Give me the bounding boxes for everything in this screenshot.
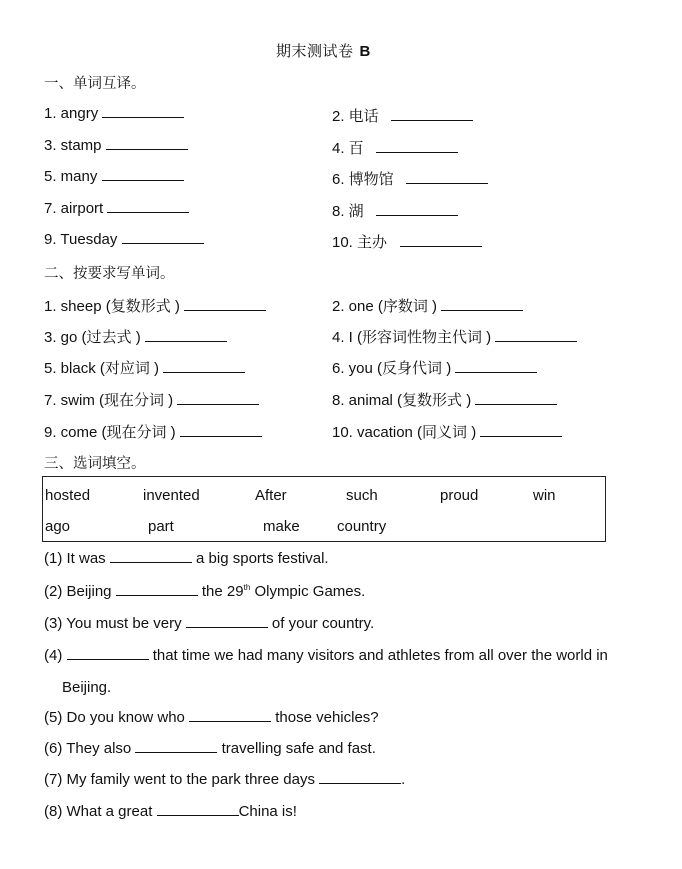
answer-blank[interactable] xyxy=(163,371,245,373)
answer-blank[interactable] xyxy=(157,814,239,816)
s1-item-4: 4. 百 xyxy=(332,137,458,158)
word-bank xyxy=(42,476,606,542)
answer-blank[interactable] xyxy=(102,179,184,181)
word-bank-item: make xyxy=(263,518,300,535)
s1-item-5: 5. many xyxy=(44,168,184,185)
s1-item-6: 6. 博物馆 xyxy=(332,168,488,189)
sentence-7: (7) My family went to the park three days . xyxy=(44,771,406,788)
sentence-8: (8) What a great China is! xyxy=(44,803,297,820)
answer-blank[interactable] xyxy=(189,720,271,722)
word-bank-item: country xyxy=(337,518,387,535)
answer-blank[interactable] xyxy=(186,626,268,628)
word-bank-item: ago xyxy=(45,518,71,535)
answer-blank[interactable] xyxy=(441,309,523,311)
answer-blank[interactable] xyxy=(184,309,266,311)
answer-blank[interactable] xyxy=(135,751,217,753)
s1-item-7: 7. airport xyxy=(44,200,189,217)
answer-blank[interactable] xyxy=(116,594,198,596)
answer-blank[interactable] xyxy=(376,214,458,216)
s1-item-9: 9. Tuesday xyxy=(44,231,204,248)
sentence-3: (3) You must be very of your country. xyxy=(44,615,375,632)
s2-item-2: 2. one (序数词 ) xyxy=(332,295,523,316)
word-bank-item: win xyxy=(533,487,556,504)
title-text: 期末测试卷 xyxy=(276,42,354,60)
sentence-1: (1) It was a big sports festival. xyxy=(44,550,329,567)
s2-item-7: 7. swim (现在分词 ) xyxy=(44,389,259,410)
answer-blank[interactable] xyxy=(475,403,557,405)
answer-blank[interactable] xyxy=(107,211,189,213)
s2-item-4: 4. I (形容词性物主代词 ) xyxy=(332,326,577,347)
s2-item-1: 1. sheep (复数形式 ) xyxy=(44,295,266,316)
section3-heading: 三、选词填空。 xyxy=(44,456,146,472)
answer-blank[interactable] xyxy=(406,182,488,184)
word-bank-item: invented xyxy=(143,487,200,504)
answer-blank[interactable] xyxy=(177,403,259,405)
sentence-4: (4) that time we had many visitors and athletes from all over the world in xyxy=(44,647,608,664)
title-letter: B xyxy=(359,43,371,60)
page-title xyxy=(276,40,371,61)
sentence-6: (6) They also travelling safe and fast. xyxy=(44,740,376,757)
answer-blank[interactable] xyxy=(122,242,204,244)
s1-item-8: 8. 湖 xyxy=(332,200,458,221)
answer-blank[interactable] xyxy=(180,435,262,437)
s2-item-6: 6. you (反身代词 ) xyxy=(332,357,537,378)
s1-item-3: 3. stamp xyxy=(44,137,188,154)
answer-blank[interactable] xyxy=(455,371,537,373)
section1-heading: 一、单词互译。 xyxy=(44,76,146,92)
word-bank-item: hosted xyxy=(45,487,91,504)
answer-blank[interactable] xyxy=(106,148,188,150)
sentence-5: (5) Do you know who those vehicles? xyxy=(44,709,379,726)
sentence-2: (2) Beijing the 29th Olympic Games. xyxy=(44,583,366,600)
s2-item-3: 3. go (过去式 ) xyxy=(44,326,227,347)
sentence-4-continued: Beijing. xyxy=(62,679,112,696)
word-bank-item: part xyxy=(148,518,174,535)
s2-item-8: 8. animal (复数形式 ) xyxy=(332,389,557,410)
answer-blank[interactable] xyxy=(376,151,458,153)
section2-heading: 二、按要求写单词。 xyxy=(44,266,175,282)
word-bank-item: proud xyxy=(440,487,479,504)
s1-item-10: 10. 主办 xyxy=(332,231,482,252)
s2-item-10: 10. vacation (同义词 ) xyxy=(332,421,562,442)
s2-item-9: 9. come (现在分词 ) xyxy=(44,421,262,442)
answer-blank[interactable] xyxy=(110,561,192,563)
answer-blank[interactable] xyxy=(495,340,577,342)
answer-blank[interactable] xyxy=(400,245,482,247)
answer-blank[interactable] xyxy=(145,340,227,342)
answer-blank[interactable] xyxy=(391,119,473,121)
answer-blank[interactable] xyxy=(67,658,149,660)
s1-item-2: 2. 电话 xyxy=(332,105,473,126)
word-bank-item: After xyxy=(255,487,287,504)
word-bank-item: such xyxy=(346,487,378,504)
s1-item-1: 1. angry xyxy=(44,105,184,122)
s2-item-5: 5. black (对应词 ) xyxy=(44,357,245,378)
answer-blank[interactable] xyxy=(102,116,184,118)
answer-blank[interactable] xyxy=(319,782,401,784)
answer-blank[interactable] xyxy=(480,435,562,437)
